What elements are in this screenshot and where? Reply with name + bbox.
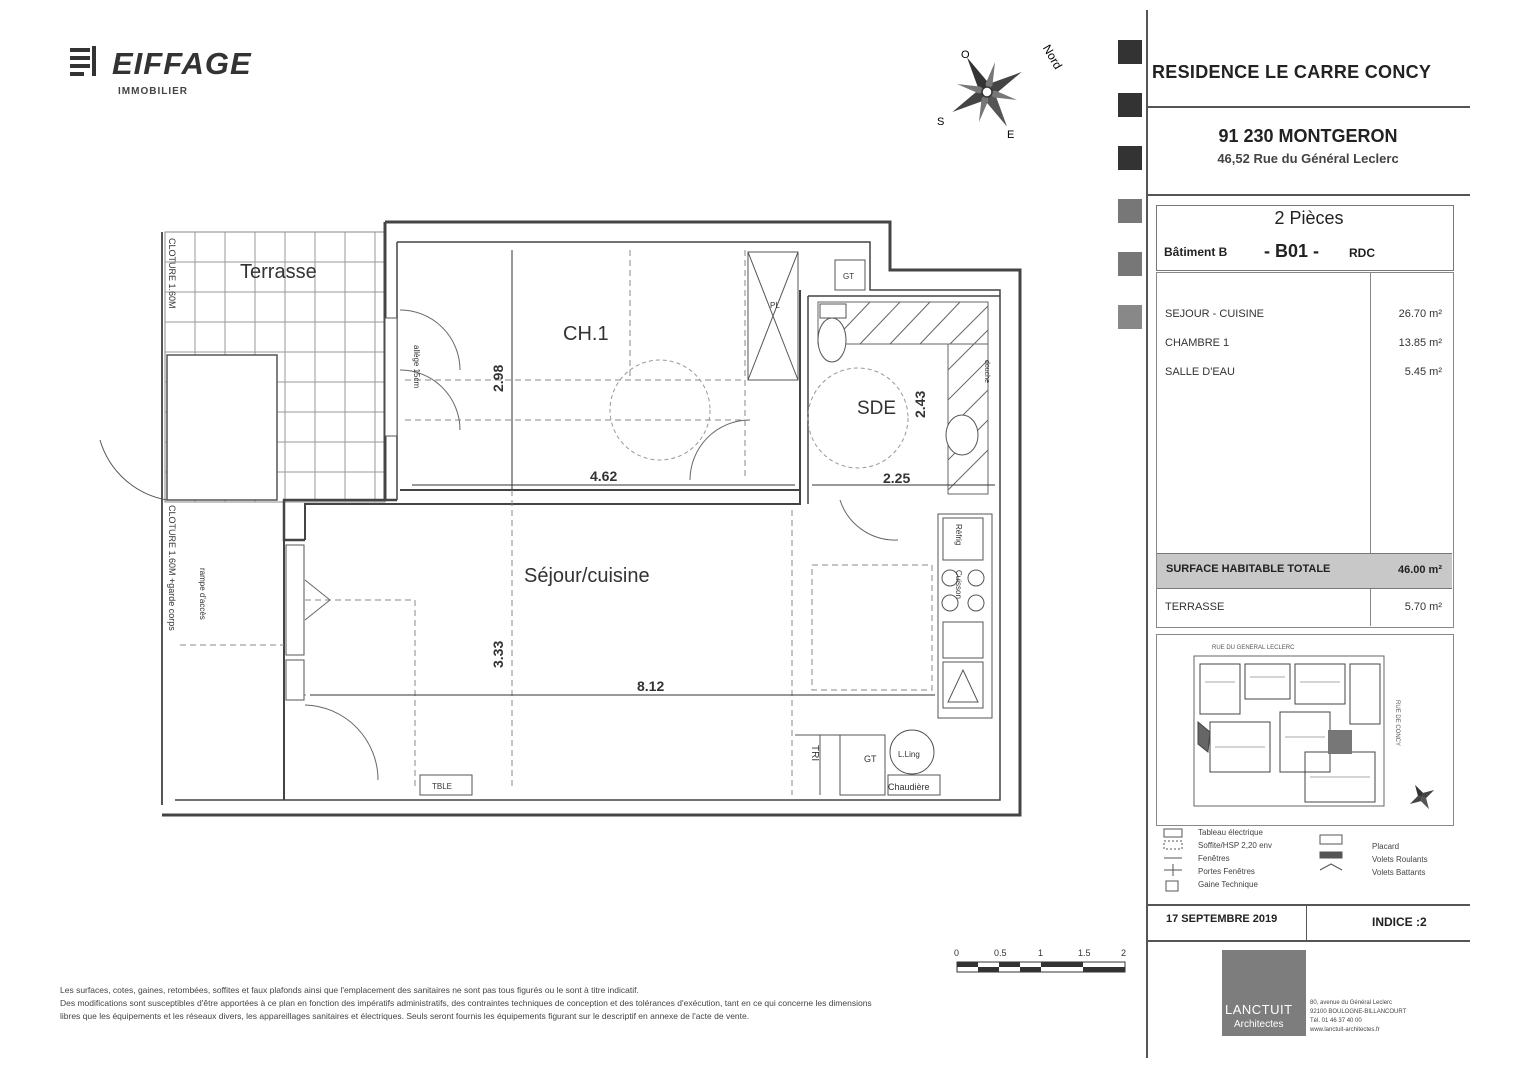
compass-north: Nord bbox=[1039, 42, 1066, 72]
label-gt2: GT bbox=[864, 754, 877, 764]
surface-name: CHAMBRE 1 bbox=[1165, 337, 1230, 349]
architect-address: 92100 BOULOGNE-BILLANCOURT bbox=[1310, 1009, 1407, 1015]
roller-shutter-icon bbox=[1320, 852, 1342, 858]
label-gt1: GT bbox=[843, 272, 855, 281]
architect-subtitle: Architectes bbox=[1234, 1019, 1284, 1030]
hinged-shutter-icon bbox=[1320, 864, 1342, 870]
surface-name: SEJOUR - CUISINE bbox=[1165, 308, 1265, 320]
map-compass-icon bbox=[1403, 778, 1441, 816]
apartment-type: 2 Pièces bbox=[1274, 208, 1344, 228]
surface-name: SALLE D'EAU bbox=[1165, 366, 1235, 378]
dim-living-height: 3.33 bbox=[490, 640, 506, 668]
terrace-surface-value: 5.70 m² bbox=[1404, 601, 1442, 613]
legend-item: Placard bbox=[1372, 842, 1400, 851]
total-surface-value: 46.00 m² bbox=[1397, 564, 1442, 576]
label-fence-left: CLOTURE 1.60M +garde corps bbox=[167, 505, 177, 631]
soffit-icon bbox=[1164, 841, 1182, 849]
compass-south: S bbox=[937, 116, 945, 128]
legend-item: Portes Fenêtres bbox=[1198, 867, 1255, 876]
legend-item: Gaine Technique bbox=[1198, 880, 1258, 889]
room-living: Séjour/cuisine bbox=[524, 565, 650, 587]
technical-duct-icon bbox=[1166, 881, 1178, 891]
label-access: rampe d'accès bbox=[198, 568, 207, 620]
architect-address: www.lanctuit-architectes.fr bbox=[1310, 1027, 1380, 1033]
disclaimer-line: Des modifications sont susceptibles d'être apportées à ce plan en fonction des impératifs administratifs, des contraintes techniques de conception et des tolérances d'exécution, tant en ce qui concerne les dimensions bbox=[60, 998, 872, 1008]
map-street-side: RUE DE CONCY bbox=[1394, 700, 1400, 747]
compass-west: O bbox=[961, 49, 970, 61]
scale-tick-1: 1 bbox=[1038, 948, 1044, 958]
label-fridge: Réfrig bbox=[954, 524, 963, 546]
site-map-drawing bbox=[1190, 652, 1450, 822]
label-fence-top: CLOTURE 1.60M bbox=[167, 238, 177, 309]
building: Bâtiment B bbox=[1164, 245, 1228, 259]
plan-index: INDICE :2 bbox=[1372, 915, 1427, 929]
dim-bathroom-height: 2.43 bbox=[912, 390, 928, 418]
disclaimer-line: Les surfaces, cotes, gaines, retombées, soffites et faux plafonds ainsi que l'emplacement des sanitaires ne sont pas tous figurés ou le sont à titre indicatif. bbox=[60, 985, 639, 995]
room-terrace: Terrasse bbox=[240, 261, 317, 283]
total-surface-label: SURFACE HABITABLE TOTALE bbox=[1166, 563, 1331, 575]
architect-address: Tél. 01 46 37 40 00 bbox=[1310, 1018, 1362, 1024]
label-washer: L.Ling bbox=[898, 750, 920, 759]
legend-item: Tableau électrique bbox=[1198, 828, 1263, 837]
logo-name: EIFFAGE bbox=[112, 46, 252, 81]
french-door-icon bbox=[1164, 864, 1182, 876]
label-cooktop: Cuisson bbox=[954, 570, 963, 599]
surface-value: 13.85 m² bbox=[1398, 337, 1442, 349]
dim-bedroom-height: 2.98 bbox=[490, 364, 506, 392]
disclaimer bbox=[60, 984, 1140, 1023]
room-bedroom: CH.1 bbox=[563, 323, 609, 345]
scale-tick-0: 0 bbox=[954, 948, 960, 958]
label-sill: allège 15cm bbox=[412, 345, 421, 389]
lot-number: - B01 - bbox=[1264, 241, 1320, 261]
label-tri: TRI bbox=[809, 745, 820, 762]
floor-level: RDC bbox=[1349, 246, 1375, 260]
city: 91 230 MONTGERON bbox=[1218, 126, 1398, 146]
label-pl: PL bbox=[770, 301, 780, 310]
room-bathroom: SDE bbox=[857, 398, 897, 419]
legend-item: Fenêtres bbox=[1198, 854, 1230, 863]
legend-item: Volets Roulants bbox=[1372, 855, 1428, 864]
scale-tick-15: 1.5 bbox=[1078, 948, 1091, 958]
dim-bathroom-width: 2.25 bbox=[883, 470, 911, 486]
architect-address: 80, avenue du Général Leclerc bbox=[1310, 1000, 1393, 1006]
logo-subtitle: IMMOBILIER bbox=[118, 86, 188, 97]
scale-tick-2: 2 bbox=[1121, 948, 1127, 958]
dim-bedroom-width: 4.62 bbox=[590, 468, 618, 484]
architect-name: LANCTUIT bbox=[1225, 1002, 1293, 1017]
legend-item: Volets Battants bbox=[1372, 868, 1426, 877]
disclaimer-line: libres que les équipements et les réseaux divers, les appareillages sanitaires et électriques. Seuls seront fournis les équipements figurant sur le descriptif en annexe de l'acte de vente. bbox=[60, 1011, 750, 1021]
residence-title: RESIDENCE LE CARRE CONCY bbox=[1152, 62, 1432, 82]
label-boiler: Chaudière bbox=[888, 782, 930, 792]
electrical-panel-icon bbox=[1164, 829, 1182, 837]
plan-date: 17 SEPTEMBRE 2019 bbox=[1166, 913, 1278, 925]
label-shower: douche bbox=[983, 360, 990, 383]
scale-bar bbox=[954, 948, 1126, 972]
surface-value: 26.70 m² bbox=[1398, 308, 1442, 320]
compass-east: E bbox=[1007, 129, 1015, 141]
closet-icon bbox=[1320, 835, 1342, 844]
dim-living-width: 8.12 bbox=[637, 678, 665, 694]
terrace-surface-label: TERRASSE bbox=[1165, 601, 1225, 613]
scale-tick-05: 0.5 bbox=[994, 948, 1007, 958]
legend-item: Soffite/HSP 2,20 env bbox=[1198, 841, 1272, 850]
street-address: 46,52 Rue du Général Leclerc bbox=[1217, 151, 1399, 166]
surface-value: 5.45 m² bbox=[1404, 366, 1442, 378]
map-street-top: RUE DU GENERAL LECLERC bbox=[1212, 645, 1295, 651]
label-tbl: TBLE bbox=[432, 782, 453, 791]
